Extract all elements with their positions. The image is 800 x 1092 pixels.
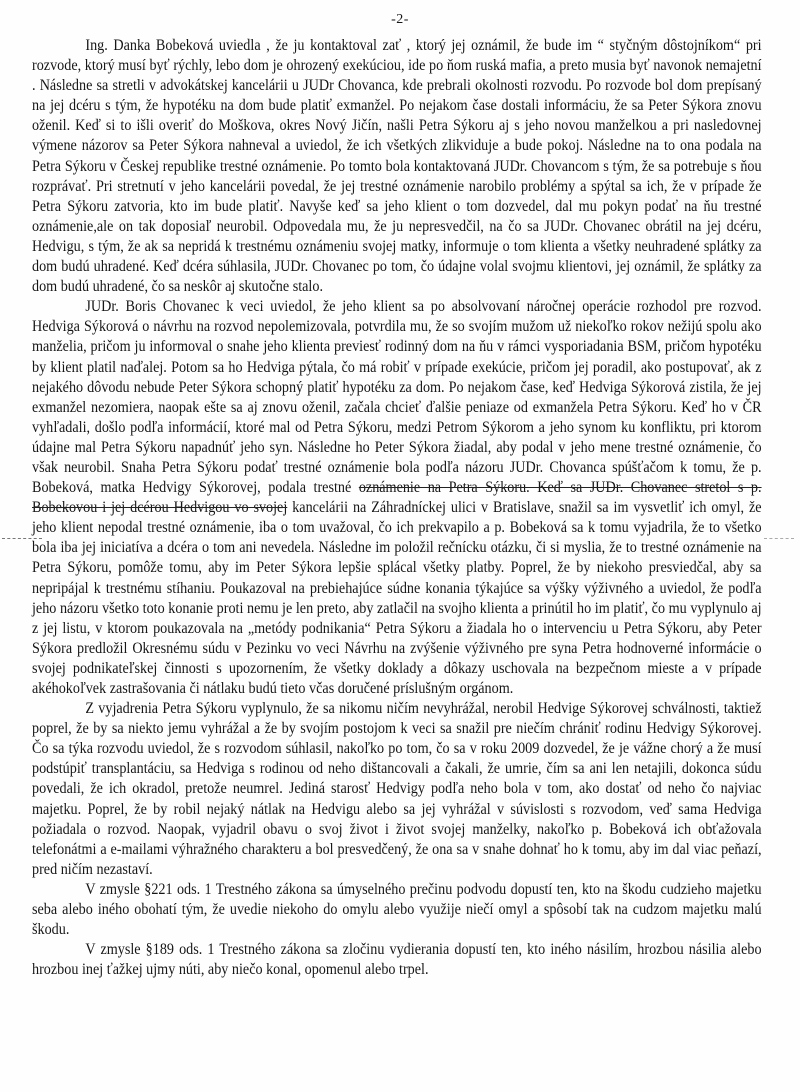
paragraph-chovanec-statement: [32, 297, 762, 699]
document-body: [32, 36, 762, 980]
paragraph-bobekova-statement: Ing. Danka Bobeková uviedla , že ju kontaktoval zať , ktorý jej oznámil, že bude im “ styčným dôstojníkom“ pri rozvode, ktorý musí byť rýchly, lebo dom je ohrozený exekúciou, ide po ňom ruská mafia, a preto musia byť navonok nemajetní . Následne sa stretli v advokátskej kancelárii u JUDr Chovanca, kde prebrali okolnosti rozvodu. Po rozvode bol dom prepísaný na jej dcéru s tým, že hypotéku na dom bude platiť exmanžel. Po nejakom čase dostali informáciu, že sa Peter Sýkora znovu oženil. Keď si to išli overiť do Moškova, okres Nový Jičín, našli Petra Sýkoru aj s jeho novou manželkou a pri nasledovnej výmene názorov sa Peter Sýkora nahneval a uviedol, že ich všetkých zlikviduje a bude pokoj. Následne na to ona podala na Petra Sýkoru v Českej republike trestné oznámenie. Po tomto bola kontaktovaná JUDr. Chovancom s tým, že sa potrebuje s ňou rozprávať. Pri stretnutí v jeho kancelárii povedal, že jej trestné oznámenie narobilo problémy a spýtal sa ich, že v prípade že Petra Sýkoru zatvoria, kto im bude platiť. Navyše keď sa jeho klient o tom dozvedel, dal mu pokyn podať na ňu trestné oznámenie,ale on tak doposiaľ neurobil. Odpovedala mu, že ju nepresvedčil, na čo sa JUDr. Chovanec obrátil na jej dcéru, Hedvigu, s tým, že ak sa nepridá k trestnému oznámeniu svojej matky, informuje o tom klienta a všetky neuhradené splátky za dom budú uhradené. Keď dcéra súhlasila, JUDr. Chovanec po tom, čo údajne volal svojmu klientovi, jej oznámil, že splátky za dom budú uhradené, čo sa neskôr aj skutočne stalo.: [32, 37, 762, 296]
paragraph-law-189: V zmysle §189 ods. 1 Trestného zákona sa zločinu vydierania dopustí ten, kto iného násilím, hrozbou násilia alebo hrozbou inej ťažkej ujmy núti, aby niečo konal, opomenul alebo trpel.: [32, 941, 762, 979]
margin-dash-right: [764, 538, 794, 539]
paragraph-sykora-statement: Z vyjadrenia Petra Sýkoru vyplynulo, že sa nikomu ničím nevyhrážal, nerobil Hedvige Sýkorovej schválnosti, taktiež poprel, že by sa niekto jemu vyhrážal a že by svojím postojom k veci sa snažil pre niečím chrániť rodinu Hedvigy Sýkorovej. Čo sa týka rozvodu uviedol, že s rozvodom súhlasil, nakoľko po tom, čo sa v roku 2009 dozvedel, že je vážne chorý a že musí podstúpiť transplantáciu, sa Hedviga s rodinou od neho dištancovali a čakali, že umrie, čím sa ani len netajili, dokonca súdu povedali, že ich okradol, pretože neumrel. Jediná starosť Hedvigy podľa neho bola v tom, ako dostať od neho čo najviac majetku. Poprel, že by robil nejaký nátlak na Hedvigu alebo sa jej vyhrážal v súvislosti s rozvodom, veď sama Hedviga požiadala o rozvod. Naopak, vyjadril obavu o svoj život i život svojej manželky, nakoľko p. Bobeková ich obťažovala telefonátmi a e-mailami výhražného charakteru a bol presvedčený, že ona sa v snahe dohnať ho k tomu, aby im dal viac peňazí, pred ničím nezastaví.: [32, 700, 762, 878]
paragraph-text: JUDr. Boris Chovanec k veci uviedol, že jeho klient sa po absolvovaní náročnej operácie rozhodol pre rozvod. Hedviga Sýkorová o návrhu na rozvod nepolemizovala, potvrdila mu, že so svojím mužom už niekoľko rokov nežijú spolu ako manželia, pričom ju informoval o snahe jeho klienta previesť rodinný dom na ňu v rámci vysporiadania BSM, pričom hypotéku by klient platil naďalej. Potom sa ho Hedviga pýtala, čo má robiť v prípade exekúcie, pričom jej poradil, ako postupovať, ak z nejakého dôvodu nebude Peter Sýkora schopný platiť hypotéku za dom. Po nejakom čase, keď Hedviga Sýkorová zistila, že jej exmanžel nezomiera, naopak ešte sa aj znovu oženil, začala chcieť ďalšie peniaze od exmanžela Petra Sýkoru. Keď ho v ČR vyhľadali, došlo podľa informácií, ktoré mal od Petra Sýkoru, medzi Petrom Sýkorom a jeho synom ku konfliktu, pri ktorom údajne mal Petra Sýkoru napadnúť jeho syn. Následne ho Peter Sýkora žiadal, aby podal v jeho mene trestné oznámenie, čo však neurobil. Snaha Petra Sýkoru podať trestné oznámenie bola podľa názoru JUDr. Chovanca spúšťačom k tomu, že p. Bobeková, matka Hedvigy Sýkorovej, podala trestné: [32, 298, 762, 497]
paragraph-text: kancelárii na Záhradníckej ulici v Bratislave, snažil sa im vysvetliť ich omyl, že jeho klient nepodal trestné oznámenie, iba o tom uvažoval, čo ich prekvapilo a p. Bobeková sa k tomu vyjadrila, že to všetko bola iba jej iniciatíva a dcéra o tom ani nevedela. Následne im položil rečnícku otázku, či si myslia, že to trestné oznámenie na Petra Sýkoru, pomôže tomu, aby im Peter Sýkora lepšie splácal všetky platby. Poprel, že by niekoho presviedčal, aby sa nepripájal k trestnému stíhaniu. Poukazoval na prebiehajúce súdne konania týkajúce sa výšky výživného a uviedol, že podľa jeho názoru všetko toto konanie proti nemu je len preto, aby zatlačil na svojho klienta a prinútil ho im platiť, čo mu vyplynulo aj z jej listu, v ktorom poukazovala na „metódy podnikania“ Petra Sýkoru a žiadala ho o intervenciu u Petra Sýkoru, aby Peter Sýkora predložil Okresnému súdu v Pezinku vo veci Návrhu na zvýšenie výživného pre syna Petra hodnoverné informácie o svojej podnikateľskej činnosti s upozornením, že všetky doklady a dôkazy uschovala na bezpečnom mieste a v prípade akéhokoľvek zastrašovania či nátlaku budú tieto včas doručené príslušným orgánom.: [32, 499, 762, 697]
struck-through-text: oznámenie na Petra Sýkoru. Keď sa JUDr. Chovanec stretol s p. Bobekovou i jej dcérou Hedvigou vo svojej: [32, 479, 762, 517]
paragraph-law-221: V zmysle §221 ods. 1 Trestného zákona sa úmyselného prečinu podvodu dopustí ten, kto na škodu cudzieho majetku seba alebo iného obohatí tým, že uvedie niekoho do omylu alebo využije niečí omyl a spôsobí tak na cudzom majetku malú škodu.: [32, 880, 762, 939]
page-number: -2-: [391, 12, 409, 27]
